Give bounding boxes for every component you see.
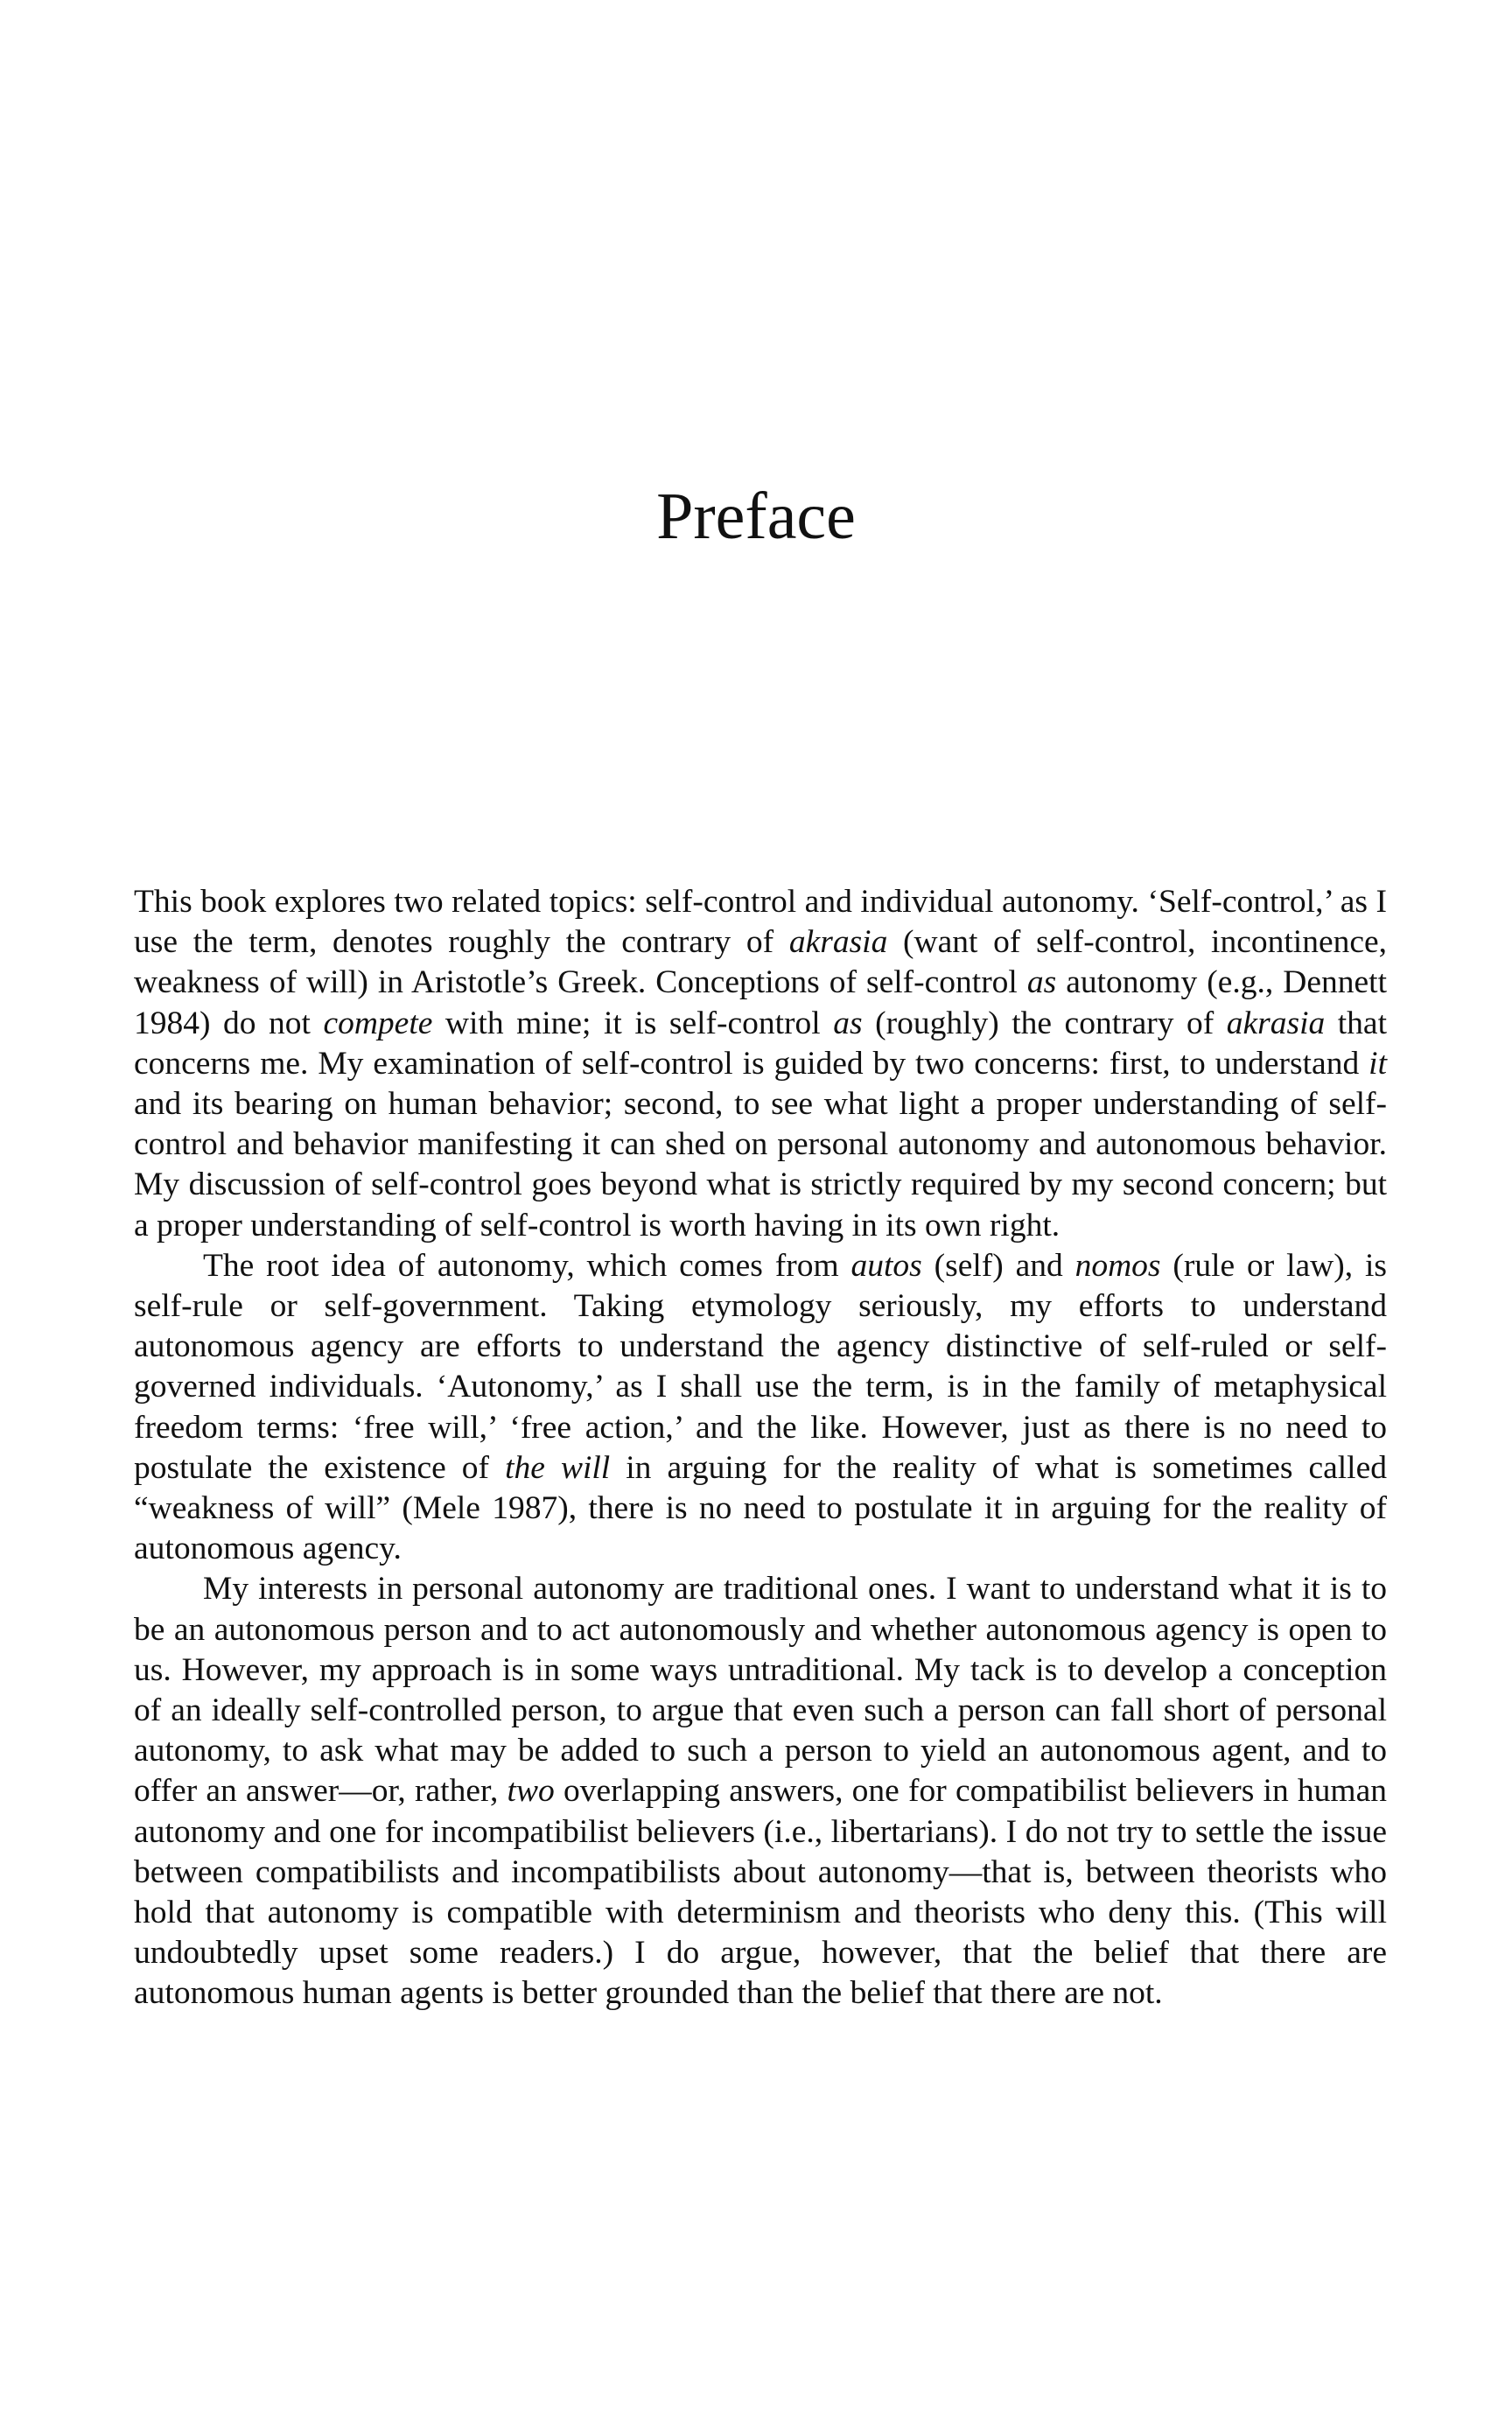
paragraph-3 — [134, 1569, 1387, 2014]
text-run: (rule or law), is self-rule or self-government. Taking etymology seriously, my efforts to understand autonomous agency are efforts to understand the agency distinctive of self-ruled or self-governed individuals. ‘Autonomy,’ as I shall use the term, is in the family of metaphysical freedom terms: ‘free will,’ ‘free action,’ and the like. However, just as there is no need to postulate the existence of — [134, 1247, 1387, 1486]
text-run: This book explores two related topics: self-control and individual autonomy. ‘Self-control,’ as I use the term, denotes roughly the contrary of — [134, 884, 1387, 961]
text-run: that concerns me. My examination of self-control is guided by two concerns: first, to understand — [134, 1005, 1387, 1082]
text-run: autonomy (e.g., Dennett 1984) do not — [134, 964, 1387, 1041]
italic-term: two — [507, 1773, 555, 1810]
text-run: and its bearing on human behavior; second, to see what light a proper understanding of self-control and behavior manifesting it can shed on personal autonomy and autonomous behavior. My discussion of self-control goes beyond what is strictly required by my second concern; but a proper understanding of self-control is worth having in its own right. — [134, 1086, 1387, 1244]
paragraph-2 — [134, 1246, 1387, 1570]
italic-term: as — [1026, 964, 1057, 1001]
paragraph-1 — [134, 882, 1387, 1246]
text-run: with mine; it is self-control — [432, 1005, 834, 1041]
text-run: (want of self-control, incontinence, weakness of will) in Aristotle’s Greek. Conceptions of self-control — [134, 924, 1387, 1001]
text-run: overlapping answers, one for compatibilist believers in human autonomy and one for incompatibilist believers (i.e., libertarians). I do not try to settle the issue between compatibilists and incompatibilists about autonomy—that is, between theorists who hold that autonomy is compatible with determinism and theorists who deny this. (This will undoubtedly upset some readers.) I do argue, however, that the belief that there are autonomous human agents is better grounded than the belief that there are not. — [134, 1773, 1387, 2012]
italic-term: akrasia — [1226, 1005, 1326, 1041]
preface-body — [134, 882, 1387, 2014]
italic-term: compete — [323, 1005, 433, 1041]
italic-term: autos — [850, 1247, 922, 1284]
text-run: The root idea of autonomy, which comes from — [203, 1247, 851, 1284]
text-run: (roughly) the contrary of — [862, 1005, 1227, 1041]
text-run: (self) and — [921, 1247, 1075, 1284]
italic-term: as — [833, 1005, 863, 1041]
italic-term: akrasia — [788, 924, 888, 961]
italic-term: it — [1368, 1045, 1387, 1082]
italic-term: the will — [505, 1449, 611, 1486]
italic-term: nomos — [1074, 1247, 1161, 1284]
text-run: My interests in personal autonomy are traditional ones. I want to understand what it is to be an autonomous person and to act autonomously and whether autonomous agency is open to us. However, my approach is in some ways untraditional. My tack is to develop a conception of an ideally self-controlled person, to argue that even such a person can fall short of personal autonomy, to ask what may be added to such a person to yield an autonomous agent, and to offer an answer—or, rather, — [134, 1571, 1387, 1810]
page-title: Preface — [656, 480, 856, 553]
text-run: in arguing for the reality of what is sometimes called “weakness of will” (Mele 1987), there is no need to postulate it in arguing for the reality of autonomous agency. — [134, 1449, 1387, 1567]
